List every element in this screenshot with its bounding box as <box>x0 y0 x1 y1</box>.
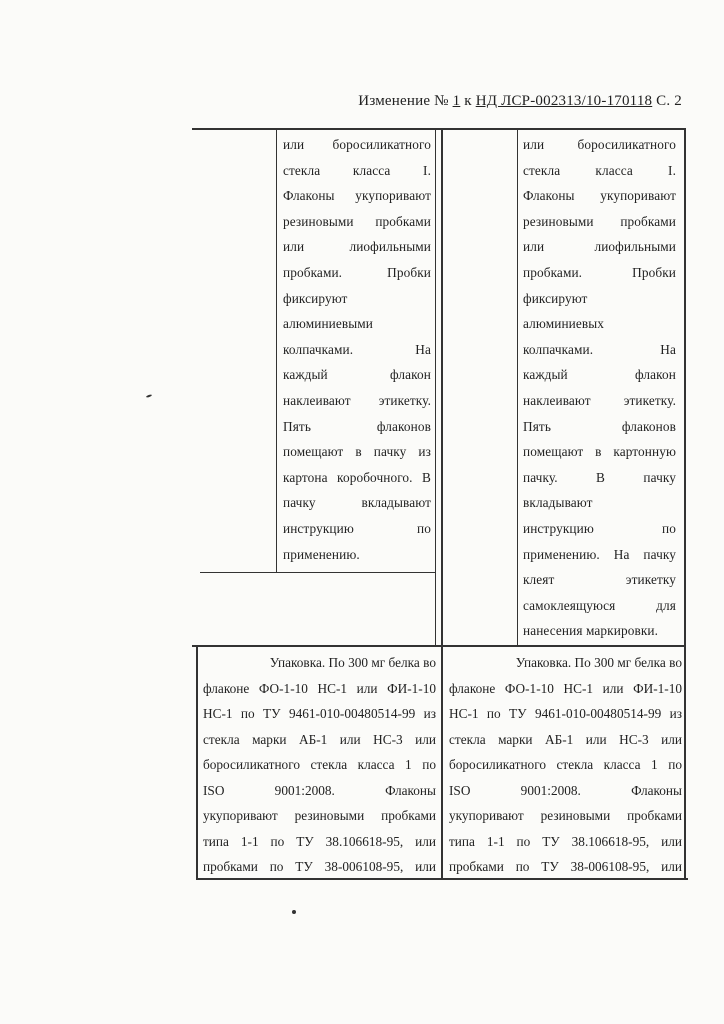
table-top-border <box>192 128 686 130</box>
text-line: картона коробочного. В <box>283 469 431 485</box>
right-top-text-column <box>523 132 676 644</box>
text-line: самоклеящуюся для <box>523 597 676 613</box>
text-line: пачку. В пачку <box>523 469 676 485</box>
page-header <box>358 93 682 110</box>
text-line: пробками по ТУ 38-006108-95, или <box>449 859 682 874</box>
text-line: Флаконы укупоривают <box>283 188 431 204</box>
text-line: флаконе ФО-1-10 НС-1 или ФИ-1-10 <box>449 680 682 696</box>
text-line: пробками по ТУ 38-006108-95, или <box>203 859 436 874</box>
text-line: помещают в картонную <box>523 444 676 460</box>
text-line: Упаковка. По 300 мг белка во <box>515 655 682 670</box>
text-line: стекла класса I. <box>283 162 431 178</box>
text-line: фиксируют <box>523 290 588 306</box>
left-top-text-column <box>283 132 431 567</box>
text-line: алюминиевых <box>523 316 605 332</box>
text-line: клеят этикетку <box>523 572 676 588</box>
text-line: резиновыми пробками <box>523 213 676 229</box>
text-line: инструкцию по <box>523 520 676 536</box>
text-line: фиксируют <box>283 290 348 306</box>
text-line: Флаконы укупоривают <box>523 188 676 204</box>
text-line: резиновыми пробками <box>283 213 431 229</box>
table-right-border <box>684 128 686 880</box>
text-line: или боросиликатного <box>523 137 676 152</box>
text-line: типа 1-1 по ТУ 38.106618-95, или <box>449 833 682 849</box>
text-line: стекла марки АБ-1 или НС-3 или <box>203 731 436 747</box>
text-line: боросиликатного стекла класса 1 по <box>203 757 436 772</box>
text-line: типа 1-1 по ТУ 38.106618-95, или <box>203 833 436 849</box>
text-line: колпачками. На <box>523 341 676 357</box>
text-line: или лиофильными <box>523 239 676 255</box>
text-line: Пять флаконов <box>283 418 431 434</box>
table-center-divider-inner <box>435 128 436 645</box>
header-page: С. 2 <box>652 93 682 109</box>
text-line: укупоривают резиновыми пробками <box>449 808 682 823</box>
text-line: пробками. Пробки <box>283 264 431 280</box>
table-left-border-lower <box>196 645 198 880</box>
text-line: инструкцию по <box>283 520 431 536</box>
text-line: каждый флакон <box>523 367 676 383</box>
left-text-column-border-bottom <box>200 572 436 573</box>
text-line: применению. <box>283 546 360 562</box>
text-line: вкладывают <box>523 495 593 511</box>
text-line: алюминиевыми <box>283 316 374 332</box>
text-line: ISO 9001:2008. Флаконы <box>449 782 682 798</box>
text-line: каждый флакон <box>283 367 431 383</box>
table-center-divider <box>441 128 443 880</box>
text-line: применению. На пачку <box>523 546 676 562</box>
text-line: ISO 9001:2008. Флаконы <box>203 782 436 798</box>
text-line: НС-1 по ТУ 9461-010-00480514-99 из <box>203 706 436 721</box>
text-line: пробками. Пробки <box>523 264 676 280</box>
header-document-number: НД ЛСР-002313/10-170118 <box>475 93 653 109</box>
text-line: стекла марки АБ-1 или НС-3 или <box>449 731 682 747</box>
table-divider-horizontal <box>192 645 686 647</box>
text-line: укупоривают резиновыми пробками <box>203 808 436 823</box>
text-line: флаконе ФО-1-10 НС-1 или ФИ-1-10 <box>203 680 436 696</box>
text-line: Пять флаконов <box>523 418 676 434</box>
header-prefix: Изменение № <box>358 93 453 109</box>
text-line: НС-1 по ТУ 9461-010-00480514-99 из <box>449 706 682 721</box>
text-line: наклеивают этикетку. <box>283 392 431 408</box>
right-text-column-border-left <box>517 128 518 645</box>
text-line: нанесения маркировки. <box>523 623 659 639</box>
text-line: Упаковка. По 300 мг белка во <box>269 655 436 670</box>
text-line: боросиликатного стекла класса 1 по <box>449 757 682 772</box>
scan-mark <box>146 394 152 398</box>
text-line: пачку вкладывают <box>283 495 431 511</box>
header-change-number: 1 <box>452 93 461 109</box>
text-line: помещают в пачку из <box>283 444 431 460</box>
left-text-column-border-left <box>276 128 277 572</box>
text-line: или боросиликатного <box>283 137 431 152</box>
right-packaging-paragraph <box>449 650 682 880</box>
text-line: колпачками. На <box>283 341 431 357</box>
text-line: стекла класса I. <box>523 162 676 178</box>
header-mid: к <box>460 93 476 109</box>
text-line: наклеивают этикетку. <box>523 392 676 408</box>
left-packaging-paragraph <box>203 650 436 880</box>
text-line: или лиофильными <box>283 239 431 255</box>
scan-dot <box>292 910 296 914</box>
